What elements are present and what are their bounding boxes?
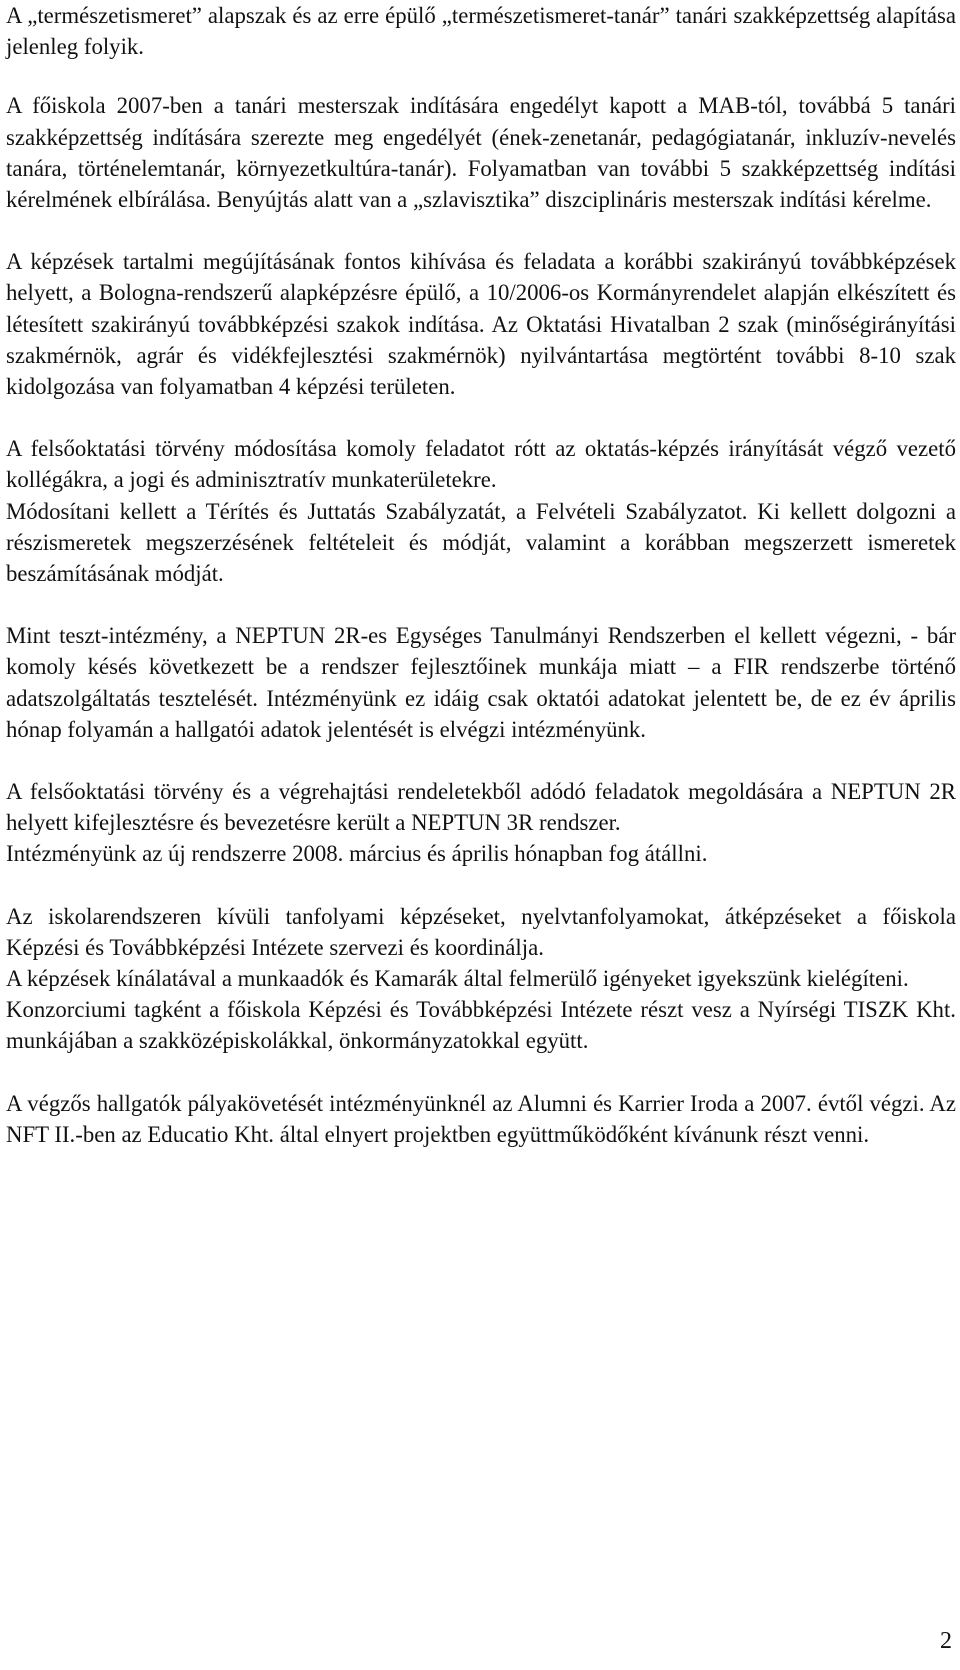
paragraph-alumni-career: A végzős hallgatók pályakövetését intézményünknél az Alumni és Karrier Iroda a 2007. évtől végzi. Az NFT II.-ben az Educatio Kht. által elnyert projektben együttműködőként kívánunk részt venni. (6, 1090, 956, 1147)
paragraph-teacher-master-program: A főiskola 2007-ben a tanári mesterszak indítására engedélyt kapott a MAB-tól, továbbá 5 tanári szakképzettség indítására szerezte meg engedélyét (ének-zenetanár, pedagógiatanár, inkluzív-nevelés tanára, történelemtanár, környezetkultúra-tanár). Folyamatban van további 5 szakképzettség indítási kérelmének elbírálása. Benyújtás alatt van a „szlavisztika” diszciplináris mesterszak indítási kérelme. (6, 93, 956, 213)
page-number: 2 (940, 1628, 952, 1654)
document-body (6, 0, 956, 1150)
paragraph-employer-needs: A képzések kínálatával a munkaadók és Kamarák által felmerülő igényeket igyekszünk kielégíteni. (6, 966, 909, 992)
paragraph-tiszk-consortium: Konzorciumi tagként a főiskola Képzési és Továbbképzési Intézete részt vesz a Nyírségi TISZK Kht. munkájában a szakközépiskolákkal, önkormányzatokkal együtt. (6, 997, 956, 1054)
paragraph-training-renewal: A képzések tartalmi megújításának fontos kihívása és feladata a korábbi szakirányú továbbképzések helyett, a Bologna-rendszerű alapképzésre épülő, a 10/2006-os Kormányrendelet alapján elkészített és létesített szakirányú továbbképzési szakok indítása. Az Oktatási Hivatalban 2 szak (minőségirányítási szakmérnök, agrár és vidékfejlesztési szakmérnök) nyilvántartása megtörtént további 8-10 szak kidolgozása van folyamatban 4 képzési területen. (6, 249, 956, 400)
paragraph-system-switch: Intézményünk az új rendszerre 2008. március és április hónapban fog átállni. (6, 841, 708, 867)
paragraph-higher-education-law: A felsőoktatási törvény módosítása komoly feladatot rótt az oktatás-képzés irányítását végző vezető kollégákra, a jogi és adminisztratív munkaterületekre. (6, 436, 956, 493)
paragraph-neptun-2r-testing: Mint teszt-intézmény, a NEPTUN 2R-es Egységes Tanulmányi Rendszerben el kellett végezni, - bár komoly késés következett be a rendszer fejlesztőinek munkája miatt – a FIR rendszerbe történő adatszolgáltatás tesztelését. Intézményünk ez idáig csak oktatói adatokat jelentett be, de ez év április hónap folyamán a hallgatói adatok jelentését is elvégzi intézményünk. (6, 623, 956, 742)
paragraph-courses-organization: Az iskolarendszeren kívüli tanfolyami képzéseket, nyelvtanfolyamokat, átképzéseket a főiskola Képzési és Továbbképzési Intézete szervezi és koordinálja. (6, 903, 956, 960)
paragraph-neptun-3r: A felsőoktatási törvény és a végrehajtási rendeletekből adódó feladatok megoldására a NEPTUN 2R helyett kifejlesztésre és bevezetésre került a NEPTUN 3R rendszer. (6, 779, 956, 836)
paragraph-regulations-update: Módosítani kellett a Térítés és Juttatás Szabályzatát, a Felvételi Szabályzatot. Ki kellett dolgozni a részismeretek megszerzésének feltételeit és módját, valamint a korábban megszerzett ismeretek beszámításának módját. (6, 498, 956, 587)
paragraph-natural-science-program: A „természetismeret” alapszak és az erre épülő „természetismeret-tanár” tanári szakképzettség alapítása jelenleg folyik. (6, 3, 956, 60)
